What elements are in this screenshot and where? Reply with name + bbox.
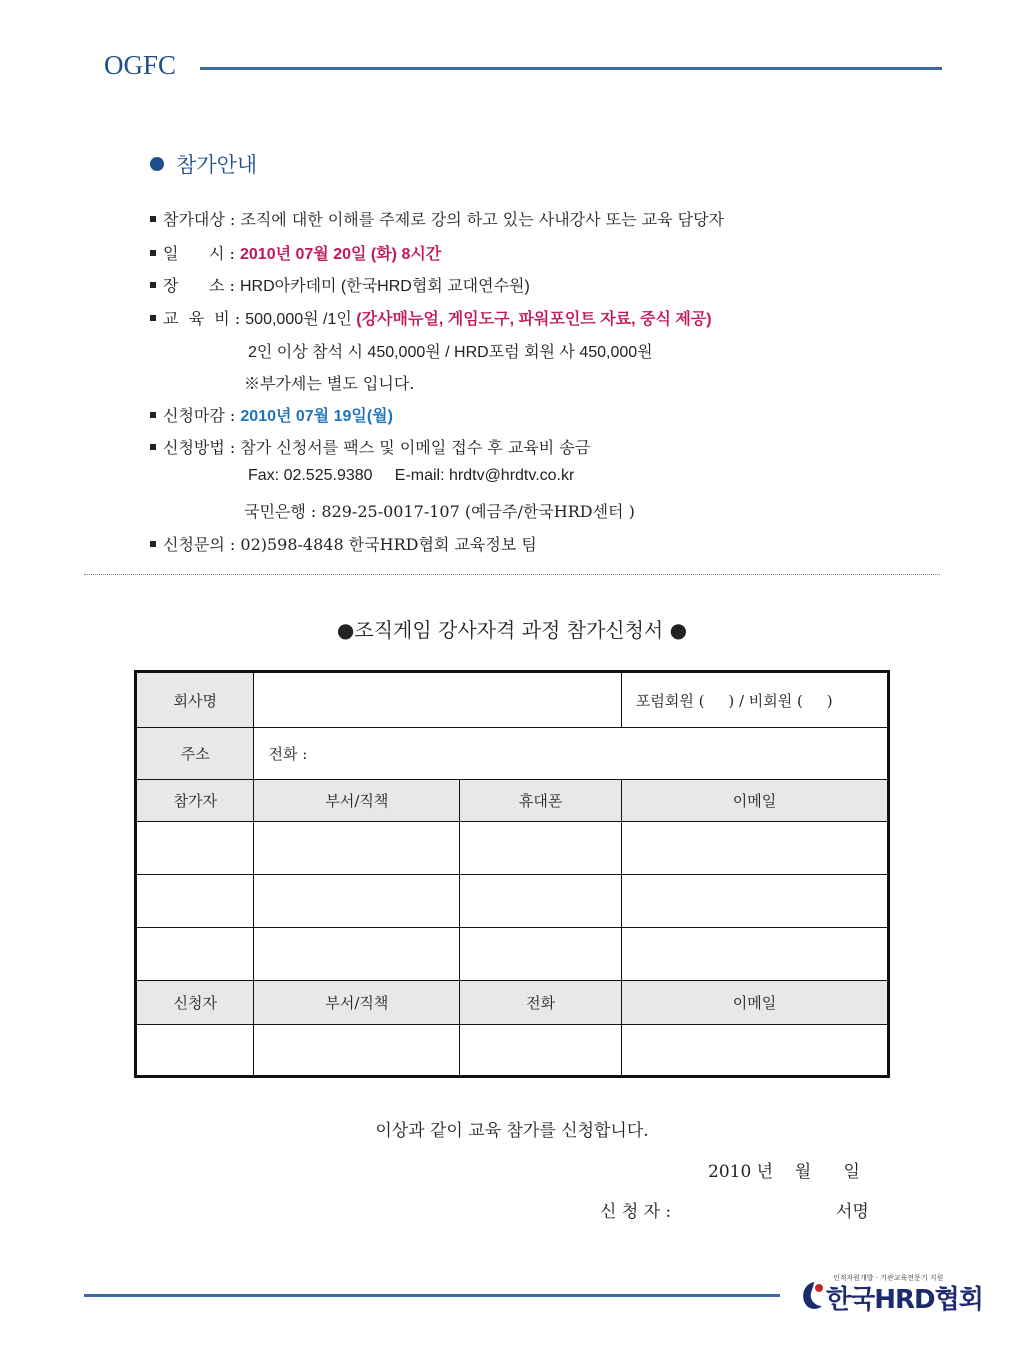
- confirm-statement: 이상과 같이 교육 참가를 신청합니다.: [375, 1121, 649, 1141]
- bullet-square-icon: [150, 444, 156, 450]
- info-target: [150, 207, 724, 230]
- info-method: [150, 435, 590, 458]
- header-logo: OGFC: [104, 50, 177, 80]
- info-contact-fax: Fax: 02.525.9380 E-mail: hrdtv@hrdtv.co.kr: [248, 467, 575, 484]
- bullet-square-icon: [150, 315, 156, 321]
- info-date-label: 일 시 :: [163, 244, 240, 263]
- bullet-square-icon: [150, 250, 156, 256]
- signature-label: 서명: [836, 1202, 869, 1222]
- info-inquiry-text: 신청문의 : 02)598-4848 한국HRD협회 교육정보 팀: [163, 535, 537, 554]
- info-place-label: 장 소 :: [163, 276, 240, 295]
- participant-name-field[interactable]: [136, 875, 254, 928]
- org-logo-text: 한국HRD협회: [826, 1285, 983, 1315]
- info-fee: [150, 306, 712, 329]
- info-deadline: [150, 403, 393, 426]
- participant-mobile-field[interactable]: [460, 822, 622, 875]
- participant-header: 참가자: [136, 780, 254, 822]
- applicant-header: 신청자: [136, 981, 254, 1025]
- participant-name-field[interactable]: [136, 822, 254, 875]
- participant-mobile-field[interactable]: [460, 875, 622, 928]
- info-date: [150, 241, 441, 264]
- header-rule: [200, 67, 942, 70]
- table-row: [136, 928, 889, 981]
- applicant-dept-field[interactable]: [254, 1025, 460, 1077]
- table-row: [136, 1025, 889, 1077]
- org-tagline: 인적자원개발 · 기관교육전문기 지원: [833, 1274, 944, 1282]
- participant-email-field[interactable]: [621, 822, 888, 875]
- info-fee-line2: 2인 이상 참석 시 450,000원 / HRD포럼 회원 사 450,000원: [248, 344, 653, 361]
- info-fee-extra: (강사매뉴얼, 게임도구, 파워포인트 자료, 중식 제공): [356, 311, 712, 328]
- info-fee-value: 500,000원 /1인: [245, 311, 357, 328]
- address-label: 주소: [136, 728, 254, 780]
- footer-rule: [84, 1294, 780, 1297]
- info-bank: 국민은행 : 829-25-0017-107 (예금주/한국HRD센터 ): [244, 502, 635, 521]
- bullet-square-icon: [150, 541, 156, 547]
- participant-dept-field[interactable]: [254, 875, 460, 928]
- info-fee-label: 교 육 비 :: [163, 309, 246, 328]
- info-place-value: HRD아카데미 (한국HRD협회 교대연수원): [240, 278, 530, 295]
- company-field[interactable]: [254, 672, 621, 728]
- applicant-label: 신 청 자 :: [600, 1202, 672, 1222]
- company-label: 회사명: [136, 672, 254, 728]
- applicant-phone-header: 전화: [460, 981, 622, 1025]
- bullet-square-icon: [150, 412, 156, 418]
- info-date-value: 2010년 07월 20일 (화) 8시간: [240, 246, 442, 263]
- membership-field[interactable]: 포럼회원 ( ) / 비회원 ( ): [621, 672, 888, 728]
- participant-email-header: 이메일: [621, 780, 888, 822]
- bullet-square-icon: [150, 216, 156, 222]
- application-date: 2010 년 월 일: [708, 1162, 860, 1182]
- section-bullet-icon: [150, 157, 164, 171]
- table-row: [136, 875, 889, 928]
- participant-dept-field[interactable]: [254, 928, 460, 981]
- section-title: 참가안내: [176, 153, 258, 177]
- applicant-dept-header: 부서/직책: [254, 981, 460, 1025]
- table-row: [136, 822, 889, 875]
- hrd-logo-icon: [800, 1280, 826, 1310]
- form-title: ●조직게임 강사자격 과정 참가신청서 ●: [336, 618, 688, 642]
- info-place: [150, 273, 530, 296]
- info-target-text: 참가대상 : 조직에 대한 이해를 주제로 강의 하고 있는 사내강사 또는 교육 담당자: [163, 210, 725, 229]
- info-deadline-value: 2010년 07월 19일(월): [240, 408, 393, 425]
- participant-dept-header: 부서/직책: [254, 780, 460, 822]
- participant-name-field[interactable]: [136, 928, 254, 981]
- participant-mobile-field[interactable]: [460, 928, 622, 981]
- participant-email-field[interactable]: [621, 875, 888, 928]
- info-inquiry: [150, 532, 537, 555]
- info-method-text: 신청방법 : 참가 신청서를 팩스 및 이메일 접수 후 교육비 송금: [163, 438, 591, 457]
- applicant-phone-field[interactable]: [460, 1025, 622, 1077]
- applicant-email-header: 이메일: [621, 981, 888, 1025]
- applicant-email-field[interactable]: [621, 1025, 888, 1077]
- participant-mobile-header: 휴대폰: [460, 780, 622, 822]
- participant-email-field[interactable]: [621, 928, 888, 981]
- info-fee-line3: ※부가세는 별도 입니다.: [244, 374, 415, 393]
- application-form-table: [134, 670, 890, 1078]
- participant-dept-field[interactable]: [254, 822, 460, 875]
- bullet-square-icon: [150, 282, 156, 288]
- dotted-divider: [84, 574, 940, 575]
- applicant-name-field[interactable]: [136, 1025, 254, 1077]
- address-phone-field[interactable]: 전화 :: [254, 728, 889, 780]
- info-deadline-label: 신청마감 :: [163, 406, 241, 425]
